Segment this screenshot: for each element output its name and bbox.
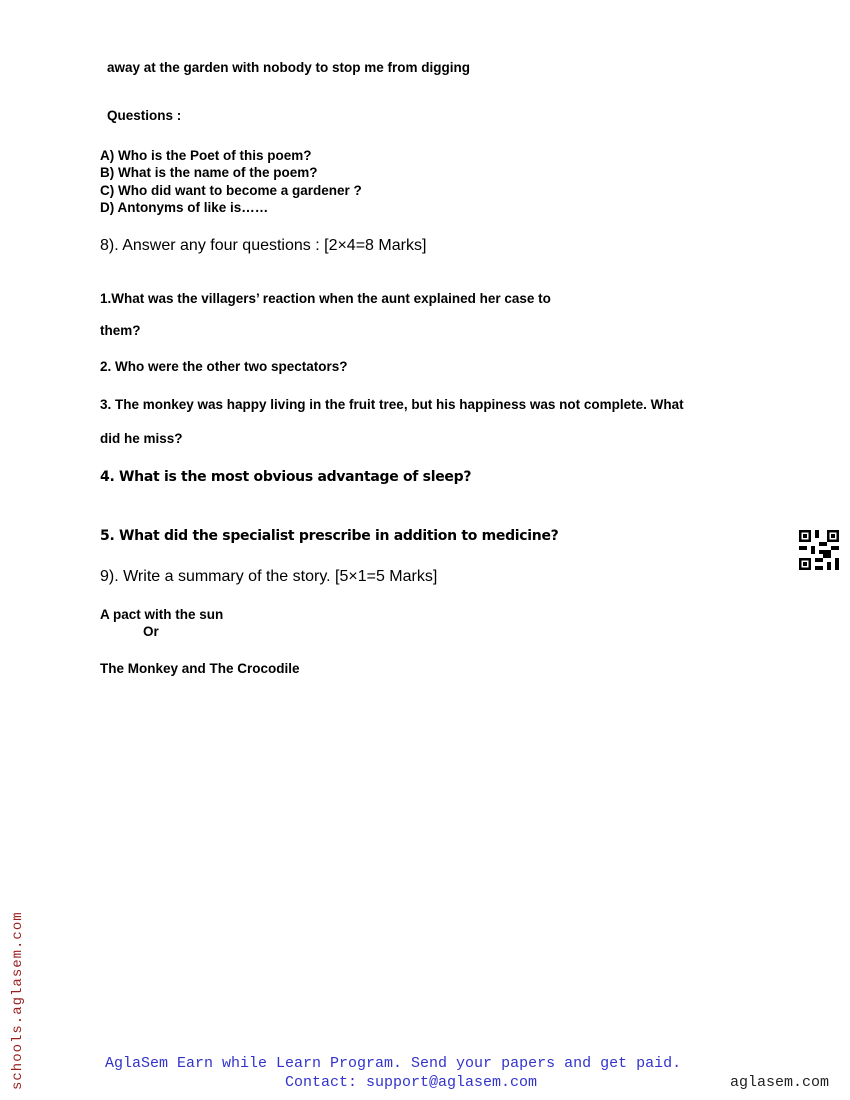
question-3-line-1: 3. The monkey was happy living in the fruit tree, but his happiness was not complete. What	[100, 397, 684, 412]
footer-site-link[interactable]: aglasem.com	[730, 1074, 830, 1091]
qr-code-icon	[799, 530, 839, 570]
footer-promo: AglaSem Earn while Learn Program. Send your papers and get paid.	[105, 1055, 682, 1072]
summary-option-1: A pact with the sun	[100, 607, 224, 622]
footer-contact[interactable]: Contact: support@aglasem.com	[285, 1074, 538, 1091]
section-9-heading: 9). Write a summary of the story. [5×1=5 Marks]	[100, 568, 438, 585]
poem-question-c: C) Who did want to become a gardener ?	[100, 183, 362, 198]
question-4: 4. What is the most obvious advantage of sleep?	[100, 469, 472, 485]
questions-heading: Questions :	[107, 108, 182, 123]
question-2: 2. Who were the other two spectators?	[100, 359, 348, 374]
summary-option-2: The Monkey and The Crocodile	[100, 661, 300, 676]
side-watermark: schools.aglasem.com	[10, 911, 26, 1090]
poem-question-d: D) Antonyms of like is……	[100, 200, 269, 215]
question-5: 5. What did the specialist prescribe in addition to medicine?	[100, 528, 559, 544]
question-1-line-2: them?	[100, 323, 141, 338]
summary-or: Or	[143, 624, 159, 639]
poem-question-a: A) Who is the Poet of this poem?	[100, 148, 312, 163]
question-1-line-1: 1.What was the villagers’ reaction when the aunt explained her case to	[100, 291, 551, 306]
section-8-heading: 8). Answer any four questions : [2×4=8 Marks]	[100, 237, 427, 254]
question-3-line-2: did he miss?	[100, 431, 183, 446]
poem-tail-line: away at the garden with nobody to stop me from digging	[107, 60, 471, 75]
poem-question-b: B) What is the name of the poem?	[100, 165, 318, 180]
